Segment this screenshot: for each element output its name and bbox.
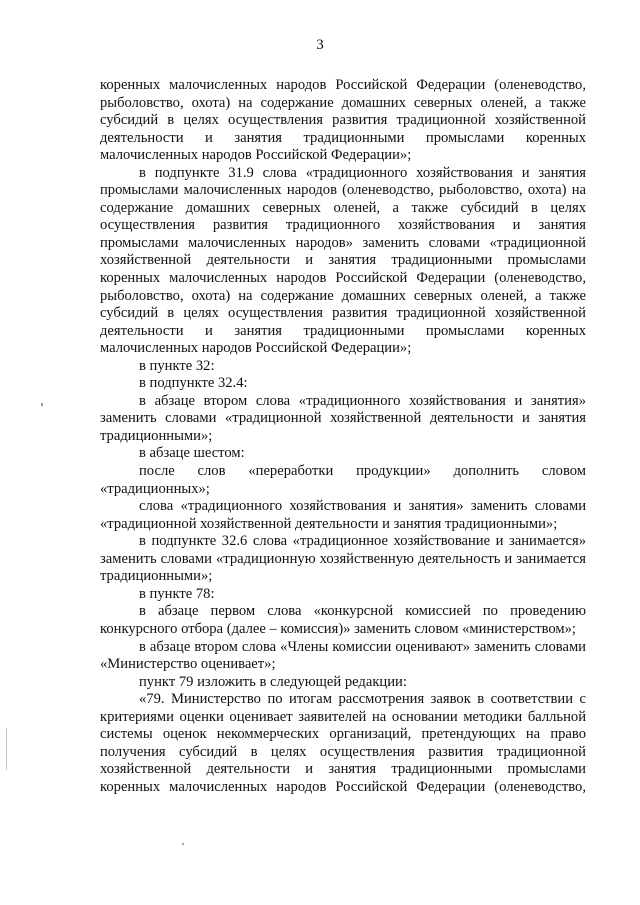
- paragraph: в абзаце шестом:: [139, 445, 245, 462]
- paragraph: «79. Министерство по итогам рассмотрения заявок в соответствии с критериями оценки оценивает заявителей на основании методики балльной системы оценок некоммерческих организаций, претендующих на право получения субсидий в целях осуществления развития традиционной хозяйственной деятельности и занятия традиционными промыслами коренных малочисленных народов Российской Федерации (оленеводство,: [100, 691, 586, 795]
- scan-dot-mark: [41, 403, 43, 406]
- paragraph: пункт 79 изложить в следующей редакции:: [139, 673, 407, 690]
- scan-dot-mark: [182, 843, 184, 845]
- paragraph: в подпункте 31.9 слова «традиционного хозяйствования и занятия промыслами малочисленных народов (оленеводство, рыболовство, охота) на содержание домашних северных оленей, а также субсидий в целях осуществления развития традиционного хозяйствования и занятия промыслами малочисленных народов» заменить словами «традиционной хозяйственной деятельности и занятия традиционными промыслами коренных малочисленных народов Российской Федерации (оленеводство, рыболовство, охота) на содержание домашних северных оленей, а также субсидий в целях осуществления развития традиционной хозяйственной деятельности и занятия традиционными промыслами коренных малочисленных народов Российской Федерации»;: [100, 164, 586, 357]
- document-body: [100, 77, 586, 796]
- paragraph: в абзаце втором слова «традиционного хозяйствования и занятия» заменить словами «традиционной хозяйственной деятельности и занятия традиционными»;: [100, 392, 586, 444]
- scan-edge-mark: [6, 728, 10, 770]
- paragraph: в подпункте 32.6 слова «традиционное хозяйствование и занимается» заменить словами «традиционную хозяйственную деятельность и занимается традиционными»;: [100, 533, 586, 585]
- paragraph: слова «традиционного хозяйствования и занятия» заменить словами «традиционной хозяйственной деятельности и занятия традиционными»;: [100, 498, 586, 532]
- paragraph: после слов «переработки продукции» дополнить словом «традиционных»;: [100, 463, 586, 497]
- paragraph: в абзаце втором слова «Члены комиссии оценивают» заменить словами «Министерство оценивает»;: [100, 638, 586, 673]
- paragraph: коренных малочисленных народов Российской Федерации (оленеводство, рыболовство, охота) на содержание домашних северных оленей, а также субсидий в целях осуществления развития традиционной хозяйственной деятельности и занятия традиционными промыслами коренных малочисленных народов Российской Федерации»;: [100, 77, 586, 164]
- page-number: 3: [316, 37, 324, 53]
- paragraph: в подпункте 32.4:: [139, 375, 248, 392]
- paragraph: в абзаце первом слова «конкурсной комиссией по проведению конкурсного отбора (далее – комиссия)» заменить словом «министерством»;: [100, 603, 586, 637]
- paragraph: в пункте 32:: [139, 357, 215, 374]
- paragraph: в пункте 78:: [139, 585, 215, 602]
